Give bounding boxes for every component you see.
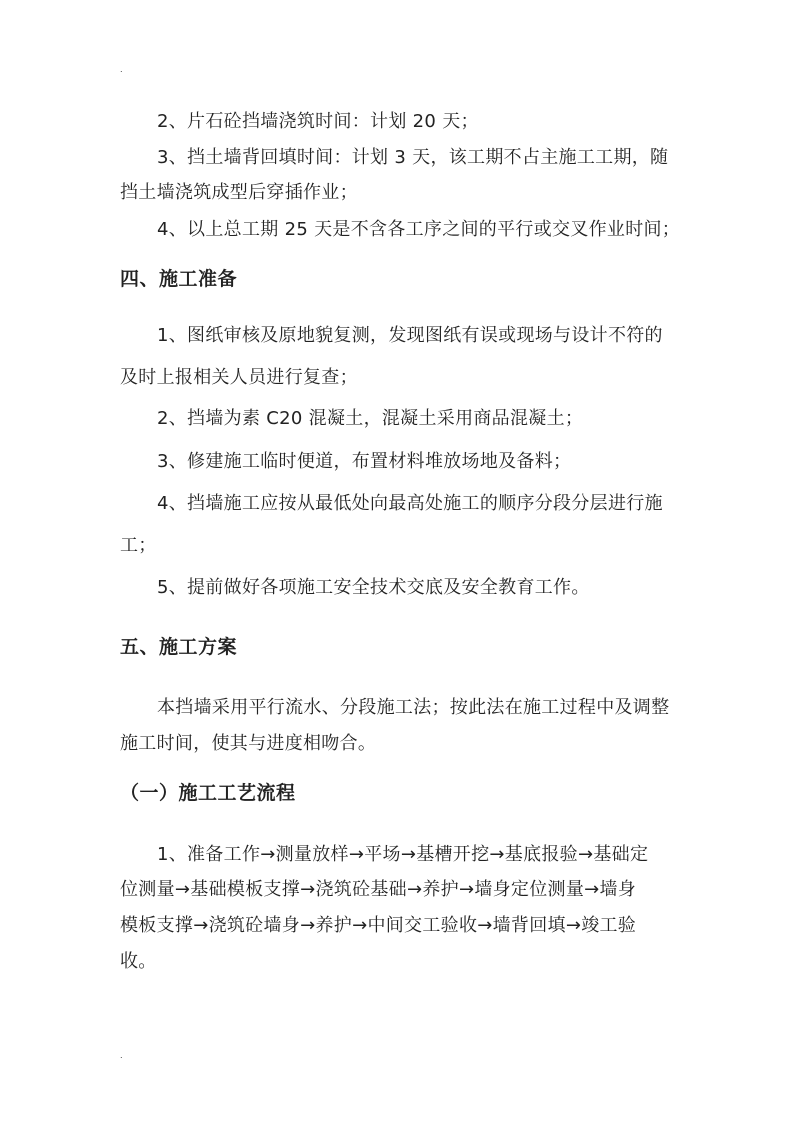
paragraph-schedule-item-3-line-2: 挡土墙浇筑成型后穿插作业；: [120, 182, 358, 203]
prep-item-4-line-1: 4、挡墙施工应按从最低处向最高处施工的顺序分段分层进行施: [157, 493, 663, 514]
prep-item-1-line-1: 1、图纸审核及原地貌复测，发现图纸有误或现场与设计不符的: [157, 325, 663, 346]
process-flow-line-3: 模板支撑→浇筑砼墙身→养护→中间交工验收→墙背回填→竣工验: [120, 915, 637, 936]
section-heading-construction-plan: 五、施工方案: [120, 636, 238, 658]
process-flow-line-2: 位测量→基础模板支撑→浇筑砼基础→养护→墙身定位测量→墙身: [120, 879, 637, 900]
prep-item-1-line-2: 及时上报相关人员进行复查；: [120, 367, 358, 388]
prep-item-2: 2、挡墙为素 C20 混凝土，混凝土采用商品混凝土；: [157, 408, 584, 429]
page-bottom-mark: .: [120, 1051, 123, 1060]
prep-item-4-line-2: 工；: [120, 535, 157, 556]
plan-intro-line-2: 施工时间，使其与进度相吻合。: [120, 733, 377, 754]
paragraph-schedule-item-3-line-1: 3、挡土墙背回填时间：计划 3 天，该工期不占主施工工期，随: [157, 147, 669, 168]
prep-item-5: 5、提前做好各项施工安全技术交底及安全教育工作。: [157, 577, 590, 598]
prep-item-3: 3、修建施工临时便道，布置材料堆放场地及备料；: [157, 451, 572, 472]
process-flow-line-4: 收。: [120, 951, 157, 972]
subsection-heading-process-flow: （一）施工工艺流程: [120, 782, 296, 804]
process-flow-line-1: 1、准备工作→测量放样→平场→基槽开挖→基底报验→基础定: [157, 844, 649, 865]
page-top-mark: .: [120, 65, 123, 74]
paragraph-schedule-item-2: 2、片石砼挡墙浇筑时间：计划 20 天；: [157, 111, 479, 132]
paragraph-schedule-item-4: 4、以上总工期 25 天是不含各工序之间的平行或交叉作业时间；: [157, 219, 681, 240]
section-heading-preparation: 四、施工准备: [120, 268, 238, 290]
plan-intro-line-1: 本挡墙采用平行流水、分段施工法；按此法在施工过程中及调整: [157, 697, 670, 718]
